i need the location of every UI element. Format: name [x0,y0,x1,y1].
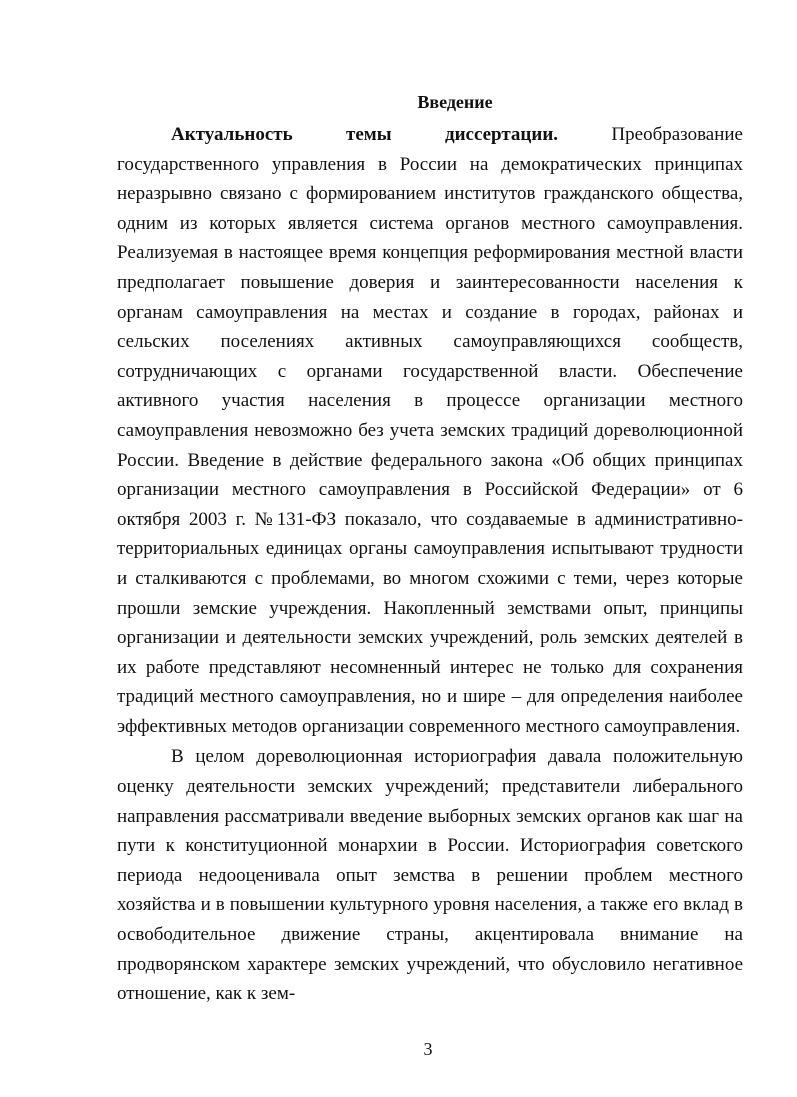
paragraph-lead: Актуальность темы диссертации. [171,124,559,145]
paragraph-text: В целом дореволюционная историография давала положительную оценку деятельности земских учреждений; представители либерального направления рассматривали введение выборных земских органов как шаг на пути к конституционной монархии в России. Историография советского периода недооценивала опыт земства в решении проблем местного хозяйства и в повышении культурного уровня населения, а также его вклад в освободительное движение страны, акцентировала внимание на продворянском характере земских учреждений, что обусловило негативное отношение, как к зем- [117,746,743,1005]
paragraph-text: Преобразование государственного управления в России на демократических принципах неразрывно связано с формированием институтов гражданского общества, одним из которых является система органов местного самоуправления. Реализуемая в настоящее время концепция реформирования местной власти предполагает повышение доверия и заинтересованности населения к органам самоуправления на местах и создание в городах, районах и сельских поселениях активных самоуправляющихся сообществ, сотрудничающих с органами государственной власти. Обеспечение активного участия населения в процессе организации местного самоуправления невозможно без учета земских традиций дореволюционной России. Введение в действие федерального закона «Об общих принципах организации местного самоуправления в Российской Федерации» от 6 октября 2003 г. №131-ФЗ показало, что создаваемые в административно-территориальных единицах органы самоуправления испытывают трудности и сталкиваются с проблемами, во многом схожими с теми, через которые прошли земские учреждения. Накопленный земствами опыт, принципы организации и деятельности земских учреждений, роль земских деятелей в их работе представляют несомненный интерес не только для сохранения традиций местного самоуправления, но и шире – для определения наиболее эффективных методов организации современного местного самоуправления. [117,124,743,737]
body-text [117,120,743,1009]
page-number: 3 [423,1039,433,1059]
section-heading: Введение [417,92,493,112]
paragraph-historiography [117,742,743,1008]
paragraph-relevance [117,120,743,741]
